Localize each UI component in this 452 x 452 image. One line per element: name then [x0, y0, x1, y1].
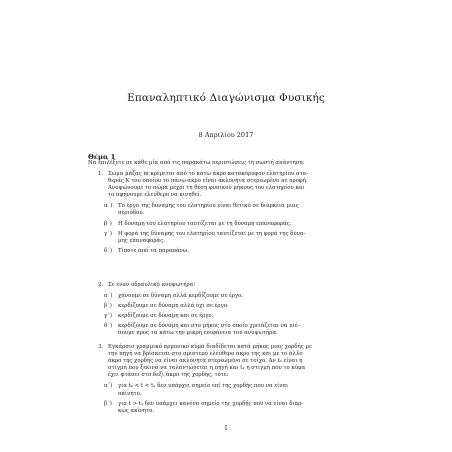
- option-text-line: περιόδου.: [118, 210, 145, 217]
- option-text-line: για t > t₁ δεν υπάρχει κανένα σημείο της χορδής που να είναι διαρ-: [118, 400, 304, 407]
- option-text-line: ακίνητο.: [118, 390, 142, 397]
- option-text-line: Το έργο της δύναμης του ελατηρίου είναι θετικό σε διάρκεια μιας: [118, 203, 299, 210]
- option-text-line: Τίποτε από τα παραπάνω.: [118, 247, 190, 254]
- option-text-line: κερδίζουμε σε δύναμη και σε έργο.: [118, 313, 214, 320]
- option-text-line: χάνουμε σε δύναμη αλλά κερδίζουμε σε έργο.: [118, 293, 244, 300]
- option-text-line: σουμε προς τα κάτω την μικρή επιφάνεια του ανυψωτήρα.: [118, 330, 278, 337]
- question-text-line: θεράς K του οποίου το πάνω άκρο είναι ακλόνητα στερεωμένο σε οροφή.: [108, 178, 308, 185]
- option-text-line: κώς ακίνητο.: [118, 407, 155, 414]
- answer-option-c: [104, 313, 366, 320]
- option-label: γ΄): [104, 313, 113, 320]
- question-number: 2.: [98, 282, 104, 288]
- page-title: Επαναληπτικό Διαγώνισμα Φυσικής: [127, 92, 325, 104]
- question-1: [88, 171, 378, 255]
- answer-option-d: [104, 247, 366, 255]
- question-text-line: Εγκάρσιο γραμμικό αρμονικό κύμα διαδίδεται κατά μήκος μιας χορδής με: [108, 344, 312, 350]
- question-text-line: την πηγή να βρίσκεται στο αριστερό ελεύθερο άκρο της και με το άλλο: [108, 351, 303, 358]
- instructions-text: Να επιλέξετε σε κάθε μία από τις παρακάτω περιπτώσεις τη σωστή απάντηση:: [88, 160, 305, 166]
- option-label: α΄): [104, 383, 113, 390]
- option-text-line: Η φορά της δύναμης του ελατηρίου ταυτίζεται με τη φορά της δύνα-: [118, 230, 306, 237]
- option-label: α΄): [104, 203, 113, 210]
- date-line: 8 Απριλίου 2017: [198, 131, 254, 139]
- option-text-line: για t₀ < t < t₁ δεν υπάρχει σημείο επί της χορδής που να είναι: [118, 383, 289, 390]
- option-label: β΄): [104, 220, 112, 227]
- option-text-line: Η δύναμη του ελατηρίου ταυτίζεται με τη δύναμη επαναφοράς.: [118, 220, 292, 227]
- question-2: [88, 282, 378, 338]
- question-text-line: έχει φτάσει στο δεξί άκρο της χορδής, τότε:: [108, 372, 229, 379]
- option-text-line: κερδίζουμε σε δύναμη αλλά όχι σε έργο.: [118, 303, 229, 310]
- answer-option-a: [104, 293, 366, 300]
- answer-option-b: [104, 220, 366, 228]
- option-label: δ΄): [104, 323, 113, 330]
- answer-option-b: [104, 400, 366, 415]
- question-text-line: το αφήνουμε ελεύθερο να κινηθεί.: [108, 192, 202, 199]
- question-text-line: Σε έναν υδραυλικό ανυψωτήρα:: [108, 282, 196, 288]
- answer-option-c: [104, 230, 366, 245]
- question-number: 3.: [98, 344, 104, 350]
- question-3: [88, 344, 378, 415]
- page-number: 1: [224, 425, 228, 432]
- option-label: δ΄): [104, 247, 113, 254]
- answer-option-a: [104, 383, 366, 397]
- section-title: Θέμα 1: [88, 153, 116, 161]
- answer-option-b: [104, 303, 366, 310]
- answer-option-d: [104, 323, 366, 337]
- option-label: γ΄): [104, 230, 113, 237]
- option-text-line: κερδίζουμε σε δύναμη και στο μήκος στο οποίο χρειάζεται να πιέ-: [118, 323, 300, 330]
- question-text-line: Ανυψώνουμε το σώμα μέχρι τη θέση φυσικού μήκους του ελατηρίου και: [108, 185, 305, 192]
- option-text-line: μης επαναφοράς.: [118, 237, 165, 244]
- question-text-line: Σώμα μάζας m κρέμεται από το κάτω άκρο κατακόρυφου ελατηρίου στα-: [108, 171, 309, 177]
- question-number: 1.: [98, 171, 104, 177]
- option-label: β΄): [104, 400, 112, 407]
- option-label: β΄): [104, 303, 112, 310]
- answer-option-a: [104, 203, 366, 217]
- question-text-line: στιγμή που ξεκινά να ταλαντώνεται η πηγή και t₁ η στιγμή που το κύμα: [108, 365, 306, 372]
- option-label: α΄): [104, 293, 113, 300]
- question-text-line: άκρο της χορδής να είναι ακλόνητα στερεωμένο σε τοίχο. Αν t₀ είναι η: [108, 358, 303, 365]
